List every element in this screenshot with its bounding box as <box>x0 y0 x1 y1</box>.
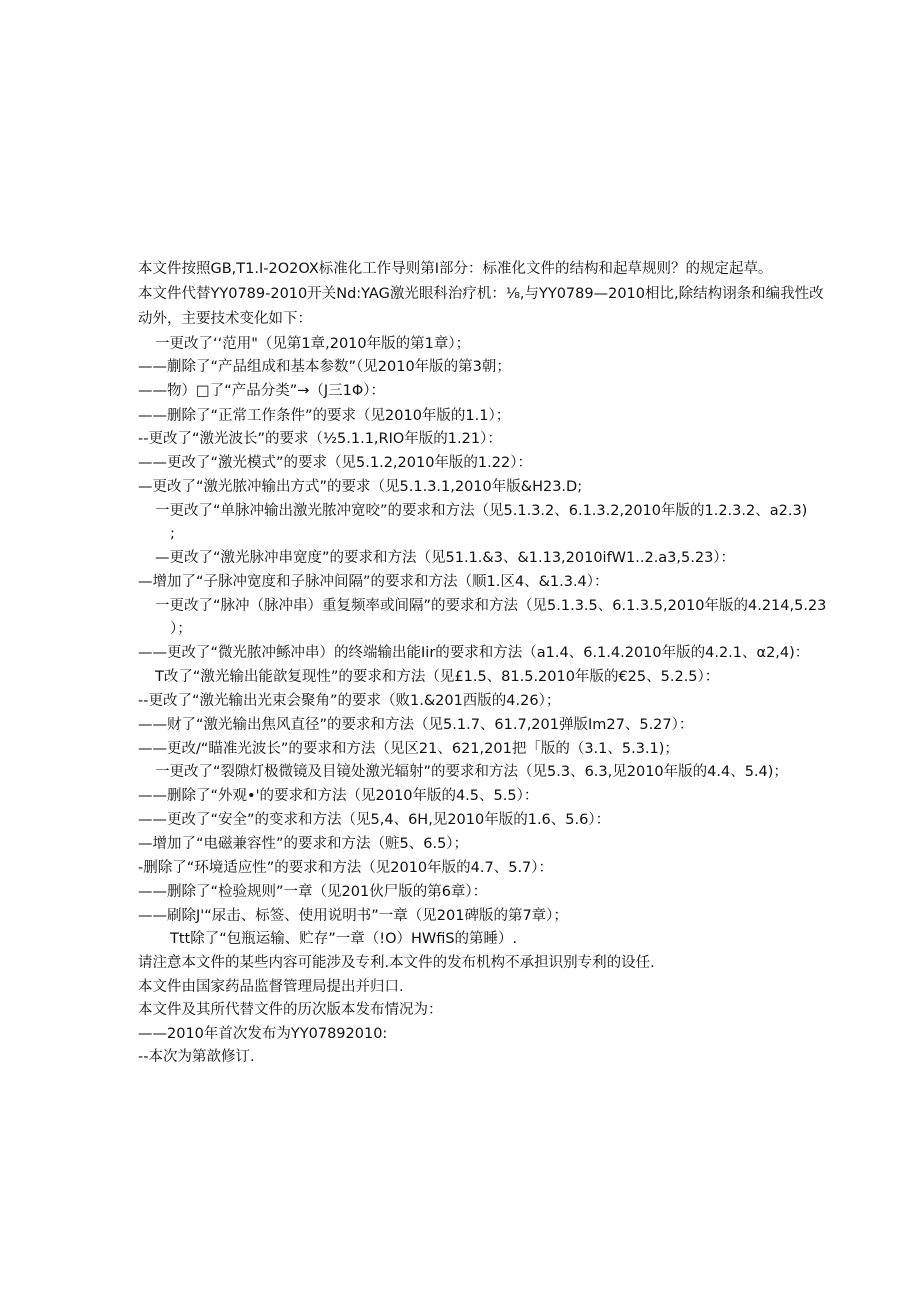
change-item-9: —更改了“激光脉冲串宽度”的要求和方法（见51.1.&3、&1.13,2010ifW1..2.a3,5.23）： <box>155 550 736 566</box>
change-item-5: --更改了“激光波长”的要求（½5.1.1,RIO年版的1.21）： <box>138 431 502 447</box>
change-item-11-cont: ）； <box>170 621 192 637</box>
change-item-11: 一更改了“脉冲（脉冲串）重复频率或间隔”的要求和方法（见5.1.3.5、6.1.3.5,2010年版的4.214,5.23 <box>155 598 827 614</box>
change-item-24: Ttt除了“包瓶运输、贮存”一章（!O）HWfiS的第睡）. <box>170 931 518 947</box>
change-item-13: T改了“激光输出能歆复现性”的要求和方法（见£1.5、81.5.2010年版的€25、5.2.5）： <box>155 669 720 685</box>
change-item-12: ——更改了“微光脓冲鲧冲串）的终端输出能Iir的要求和方法（a1.4、6.1.4.2010年版的4.2.1、α2,4)： <box>138 645 810 661</box>
change-item-16: ——更改/“瞄准光波长”的要求和方法（见区21、621,201把「版的（3.1、5.3.1)； <box>138 741 679 757</box>
change-item-8: 一更改了“单脉冲输出激光脓冲宽咬”的要求和方法（见5.1.3.2、6.1.3.2,2010年版的1.2.3.2、a2.3) <box>155 503 808 519</box>
change-item-17: 一更改了“裂隙灯极微镜及目镜处激光辐射”的要求和方法（见5.3、6.3,见2010年版的4.4、5.4)； <box>155 764 788 780</box>
change-item-21: -删除了“环境适应性”的要求和方法（见2010年版的4.7、5.7）： <box>138 860 554 876</box>
change-item-18: ——删除了“外观•'的要求和方法（见2010年版的4.5、5.5）： <box>138 788 539 804</box>
change-item-2: ——蒯除了“产品组成和基本参数”（见2010年版的第3朝； <box>138 359 511 375</box>
intro-line-1: 本文件按照GB,T1.I-2O2OX标准化工作导则第I部分：标准化文件的结构和起草规则？的规定起草。 <box>138 261 773 277</box>
history-item-2: --本次为第歆修订. <box>138 1049 255 1065</box>
change-item-22: ——删除了“检验规则”一章（见201伙尸版的第6章）： <box>138 884 488 900</box>
change-item-7: —更改了“激光脓冲输出方式”的要求（见5.1.3.1,2010年版&H23.D; <box>138 479 583 495</box>
intro-line-3: 动外，主要技术变化如下： <box>138 311 312 327</box>
proposer-statement: 本文件由国家药品监督管理局提出并归口. <box>138 979 404 995</box>
change-item-14: --更改了“激光输出光束会聚角”的要求（败1.&201西版的4.26）； <box>138 693 561 709</box>
change-item-23: ——刷除J'“尿击、标签、使用说明书”一章（见201碑版的第7章）； <box>138 908 568 924</box>
change-item-3: ——物）□了“产品分类”→（J三1Φ）： <box>138 383 386 399</box>
change-item-6: ——更改了“激光模式”的要求（见5.1.2,2010年版的1.22）： <box>138 455 532 471</box>
change-item-4: ——删除了“正常工作条件”的要求（见2010年版的1.1）； <box>138 408 511 424</box>
intro-line-2: 本文件代替YY0789-2010开关Nd:YAG激光眼科治疗机：⅛,与YY0789—2010相比,除结构诩条和编我性改 <box>138 286 824 302</box>
change-item-10: —增加了“子脉冲宽度和子脉冲间隔”的要求和方法（顺1.区4、&1.3.4）： <box>138 574 609 590</box>
change-item-1: 一更改了‘‘范用"（见第1章,2010年版的第1章）； <box>155 336 471 352</box>
history-item-1: ——2010年首次发布为YY07892010: <box>138 1026 388 1042</box>
change-item-15: ——财了“激光输出焦风直径”的要求和方法（见5.1.7、61.7,201弹版Im27、5.27）： <box>138 717 694 733</box>
history-heading: 本文件及其所代替文件的历次版本发布情况为： <box>138 1002 443 1018</box>
patent-notice: 请注意本文件的某些内容可能涉及专利.本文件的发布机构不承担识别专利的设任. <box>138 955 655 971</box>
change-item-8-cont: ; <box>170 526 175 542</box>
change-item-19: ——更改了“安全”的变求和方法（见5,4、6H,见2010年版的1.6、5.6）： <box>138 812 611 828</box>
change-item-20: —增加了“电磁兼容性”的要求和方法（赃5、6.5）； <box>138 836 469 852</box>
